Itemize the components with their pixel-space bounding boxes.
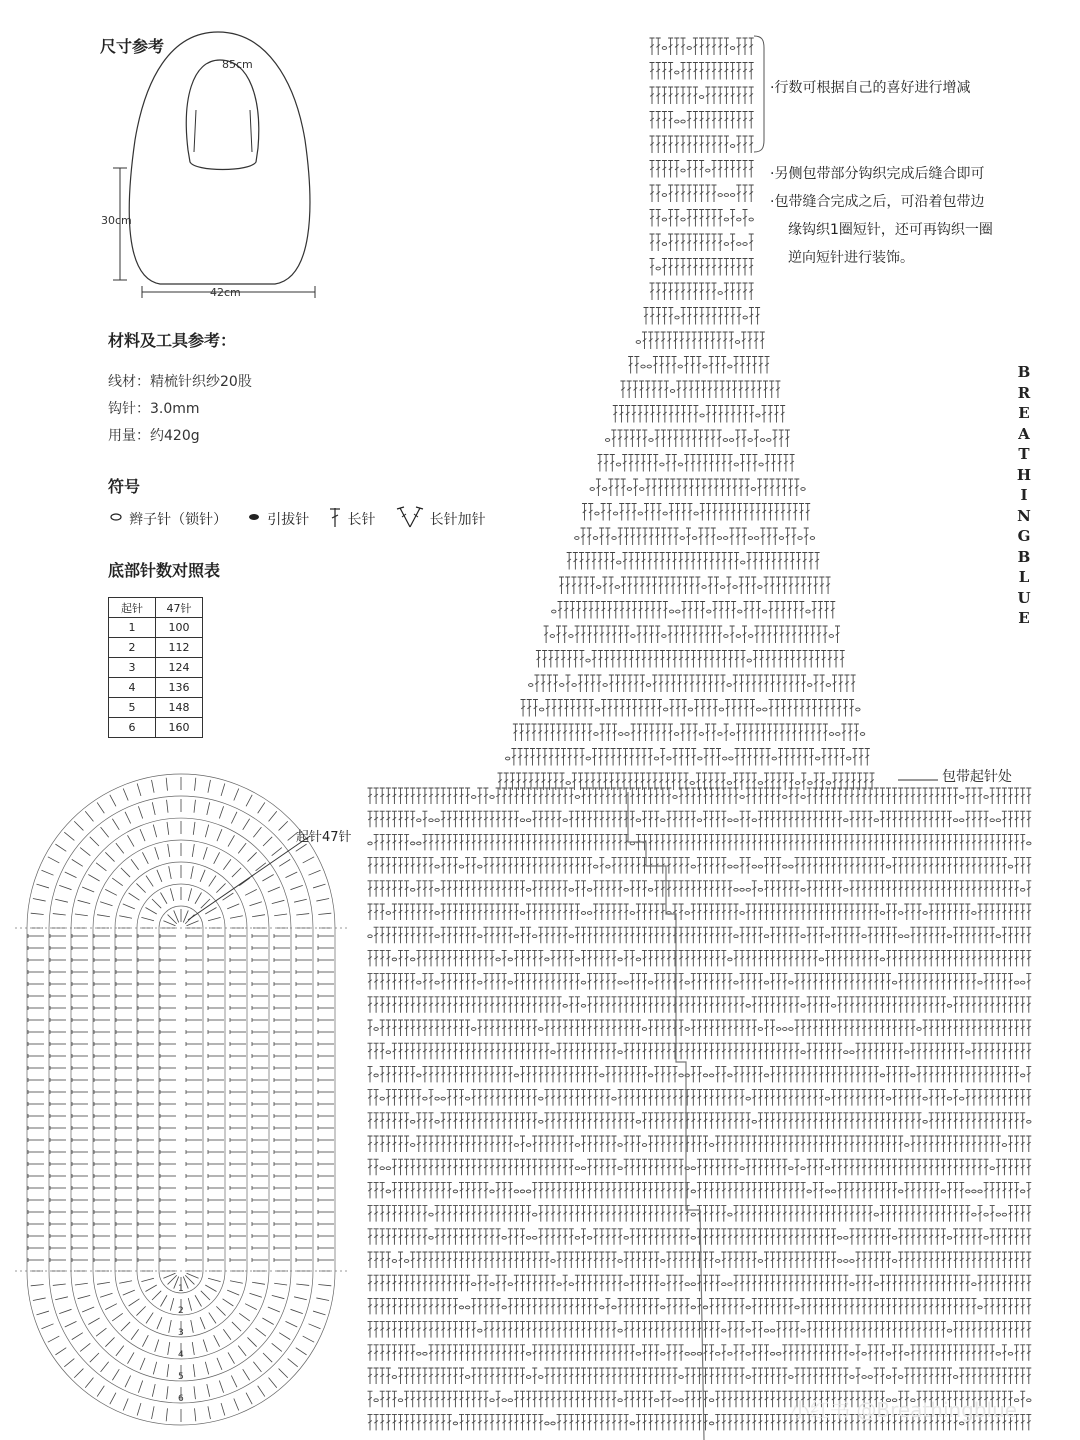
brand-letter: U [1017, 588, 1031, 607]
brand-letter: T [1018, 445, 1030, 463]
width-label: 42cm [210, 286, 241, 299]
note-sew-other-side: ·另侧包带部分钩织完成后缝合即可 [770, 166, 985, 182]
brand-letter: R [1017, 383, 1031, 402]
double-crochet-increase-label: 长针加针 [429, 512, 486, 528]
size-reference-title: 尺寸参考 [100, 37, 165, 56]
ring-number: 5 [178, 1372, 184, 1382]
table-cell: 124 [156, 658, 203, 678]
table-header-cell: 47针 [156, 598, 203, 618]
brand-letter: B [1017, 363, 1031, 381]
table-cell: 100 [156, 618, 203, 638]
note-rows-adjustable: ·行数可根据自己的喜好进行增减 [770, 80, 971, 96]
table-cell: 5 [109, 698, 156, 718]
brand-letter: N [1017, 506, 1031, 525]
ring-number: 3 [178, 1328, 184, 1338]
ring-number: 2 [178, 1306, 184, 1316]
table-cell: 1 [109, 618, 156, 638]
brand-letter: E [1018, 609, 1030, 627]
table-header-cell: 起针 [109, 598, 156, 618]
chain-stitch-label: 辫子针（锁针） [129, 512, 228, 528]
watermark-text: 小红书 @Breathingblue [790, 1398, 1018, 1422]
note-edge-line-2: 缘钩织1圈短针，还可再钩织一圈 [788, 222, 993, 238]
table-cell: 148 [156, 698, 203, 718]
table-cell: 3 [109, 658, 156, 678]
brand-letter: A [1018, 424, 1030, 443]
table-cell: 160 [156, 718, 203, 738]
table-cell: 136 [156, 678, 203, 698]
handle-length-label: 85cm [222, 58, 253, 71]
amount-text: 用量：约420g [108, 428, 200, 444]
hook-text: 钩针：3.0mm [108, 401, 200, 417]
brand-letter: L [1018, 568, 1030, 586]
brand-letter: I [1020, 486, 1028, 504]
strap-start-label: 包带起针处 [942, 769, 1012, 785]
table-cell: 4 [109, 678, 156, 698]
double-crochet-label: 长针 [347, 512, 376, 528]
materials-title: 材料及工具参考： [108, 331, 237, 350]
ring-number: 6 [178, 1394, 184, 1404]
base-start-label: 起针47针 [296, 830, 352, 845]
note-edge-line-1: ·包带缝合完成之后，可沿着包带边 [770, 194, 985, 210]
brand-letter: B [1017, 547, 1031, 566]
slip-stitch-label: 引拔针 [267, 512, 310, 528]
yarn-text: 线材：精梳针织纱20股 [108, 374, 252, 390]
brand-letter: G [1017, 527, 1031, 545]
ring-number: 4 [178, 1350, 184, 1360]
table-cell: 6 [109, 718, 156, 738]
table-cell: 112 [156, 638, 203, 658]
ring-number: 1 [178, 1284, 184, 1294]
brand-letter: E [1018, 404, 1030, 422]
note-edge-line-3: 逆向短针进行装饰。 [788, 250, 914, 266]
base-oval-stitch-chart [0, 770, 360, 1440]
symbols-title: 符号 [108, 477, 141, 496]
brand-letter: H [1016, 465, 1032, 484]
height-label: 30cm [101, 214, 132, 227]
table-cell: 2 [109, 638, 156, 658]
strap-start-leader-line [896, 772, 940, 782]
stitch-table-title: 底部针数对照表 [108, 561, 221, 580]
